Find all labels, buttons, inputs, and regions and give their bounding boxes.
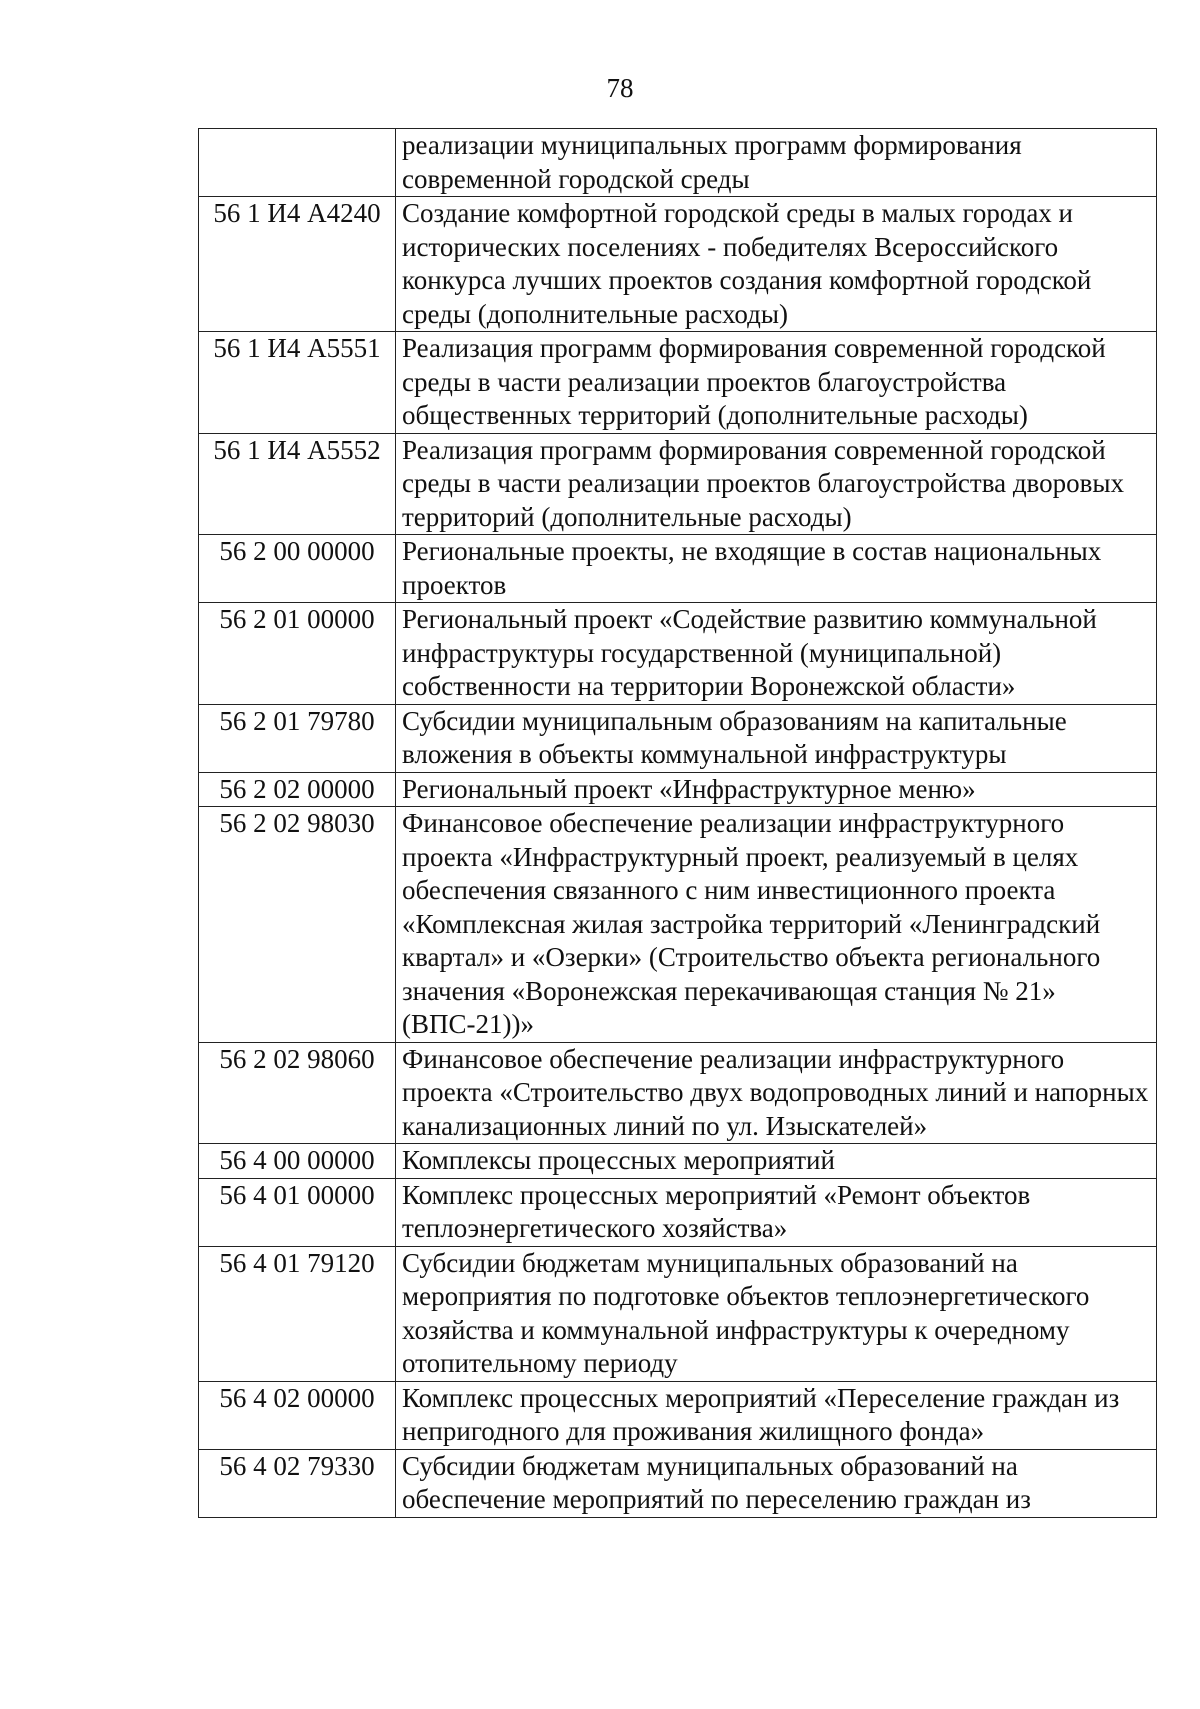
table-body [199, 129, 1157, 1518]
code-cell: 56 2 02 98060 [199, 1042, 396, 1144]
code-cell: 56 4 02 79330 [199, 1449, 396, 1517]
table-row [199, 1042, 1157, 1144]
table-row [199, 332, 1157, 434]
table-row [199, 1246, 1157, 1381]
table-row [199, 197, 1157, 332]
code-cell: 56 2 02 00000 [199, 772, 396, 807]
code-cell: 56 2 01 00000 [199, 603, 396, 705]
table-row [199, 603, 1157, 705]
table-row [199, 1178, 1157, 1246]
table-row [199, 704, 1157, 772]
code-cell: 56 2 00 00000 [199, 535, 396, 603]
table-row [199, 129, 1157, 197]
description-cell: Региональные проекты, не входящие в состав национальных проектов [396, 535, 1157, 603]
code-cell: 56 4 00 00000 [199, 1144, 396, 1179]
description-cell: Комплекс процессных мероприятий «Переселение граждан из непригодного для проживания жилищного фонда» [396, 1381, 1157, 1449]
description-cell: Субсидии муниципальным образованиям на капитальные вложения в объекты коммунальной инфраструктуры [396, 704, 1157, 772]
table-row [199, 1449, 1157, 1517]
code-cell: 56 2 02 98030 [199, 807, 396, 1043]
code-cell: 56 4 01 79120 [199, 1246, 396, 1381]
table-row [199, 1381, 1157, 1449]
description-cell: Реализация программ формирования современной городской среды в части реализации проектов благоустройства дворовых территорий (дополнительные расходы) [396, 433, 1157, 535]
description-cell: Комплексы процессных мероприятий [396, 1144, 1157, 1179]
description-cell: Создание комфортной городской среды в малых городах и исторических поселениях - победителях Всероссийского конкурса лучших проектов создания комфортной городской среды (дополнительные расходы) [396, 197, 1157, 332]
description-cell: Финансовое обеспечение реализации инфраструктурного проекта «Инфраструктурный проект, реализуемый в целях обеспечения связанного с ним инвестиционного проекта «Комплексная жилая застройка территорий «Ленинградский квартал» и «Озерки» (Строительство объекта регионального значения «Воронежская перекачивающая станция № 21» (ВПС-21))» [396, 807, 1157, 1043]
description-cell: Региональный проект «Инфраструктурное меню» [396, 772, 1157, 807]
description-cell: Комплекс процессных мероприятий «Ремонт объектов теплоэнергетического хозяйства» [396, 1178, 1157, 1246]
code-cell: 56 1 И4 А5552 [199, 433, 396, 535]
budget-code-table [198, 128, 1157, 1518]
code-cell: 56 4 01 00000 [199, 1178, 396, 1246]
table-row [199, 1144, 1157, 1179]
table-row [199, 807, 1157, 1043]
description-cell: Финансовое обеспечение реализации инфраструктурного проекта «Строительство двух водопроводных линий и напорных канализационных линий по ул. Изыскателей» [396, 1042, 1157, 1144]
table-row [199, 772, 1157, 807]
code-cell: 56 1 И4 А5551 [199, 332, 396, 434]
table-row [199, 535, 1157, 603]
description-cell: Региональный проект «Содействие развитию коммунальной инфраструктуры государственной (муниципальной) собственности на территории Воронежской области» [396, 603, 1157, 705]
code-cell [199, 129, 396, 197]
code-cell: 56 2 01 79780 [199, 704, 396, 772]
description-cell: реализации муниципальных программ формирования современной городской среды [396, 129, 1157, 197]
page-number: 78 [606, 73, 634, 103]
table-row [199, 433, 1157, 535]
code-cell: 56 4 02 00000 [199, 1381, 396, 1449]
description-cell: Субсидии бюджетам муниципальных образований на обеспечение мероприятий по переселению граждан из [396, 1449, 1157, 1517]
code-cell: 56 1 И4 А4240 [199, 197, 396, 332]
description-cell: Субсидии бюджетам муниципальных образований на мероприятия по подготовке объектов теплоэнергетического хозяйства и коммунальной инфраструктуры к очередному отопительному периоду [396, 1246, 1157, 1381]
description-cell: Реализация программ формирования современной городской среды в части реализации проектов благоустройства общественных территорий (дополнительные расходы) [396, 332, 1157, 434]
